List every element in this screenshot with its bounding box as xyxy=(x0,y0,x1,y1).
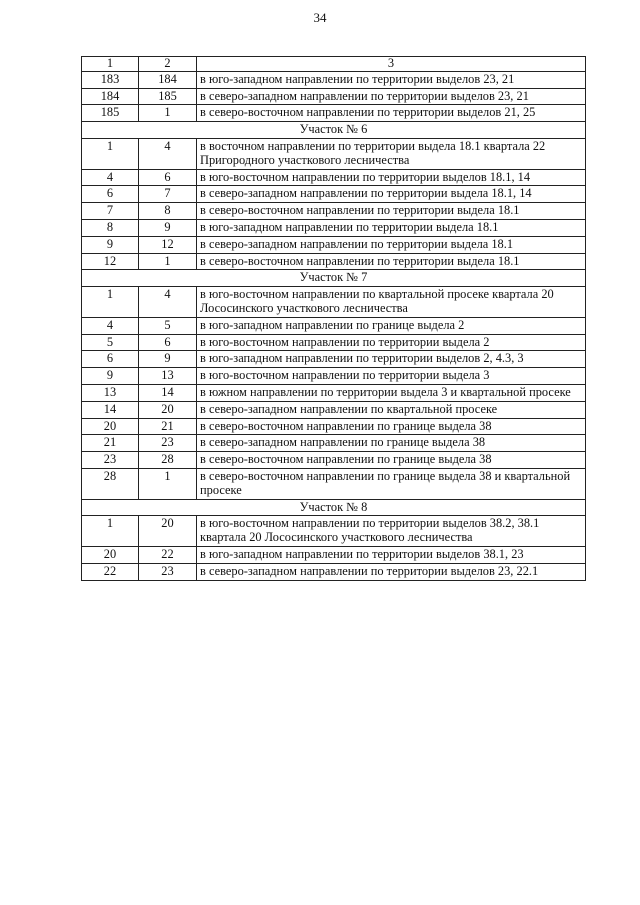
to-point-cell: 6 xyxy=(139,169,197,186)
table-row xyxy=(82,236,586,253)
direction-description-cell: в северо-западном направлении по территории выделов 23, 22.1 xyxy=(197,563,586,580)
direction-description-cell: в северо-западном направлении по квартальной просеке xyxy=(197,401,586,418)
to-point-cell: 14 xyxy=(139,384,197,401)
from-point-cell: 184 xyxy=(82,88,139,105)
section-row xyxy=(82,270,586,287)
table-row xyxy=(82,71,586,88)
direction-description-cell: в северо-восточном направлении по территории выдела 18.1 xyxy=(197,203,586,220)
direction-description-cell: в юго-западном направлении по территории выделов 38.1, 23 xyxy=(197,546,586,563)
to-point-cell: 20 xyxy=(139,401,197,418)
table-row xyxy=(82,563,586,580)
to-point-cell: 28 xyxy=(139,452,197,469)
table-row xyxy=(82,351,586,368)
to-point-cell: 8 xyxy=(139,203,197,220)
section-row xyxy=(82,122,586,139)
from-point-cell: 8 xyxy=(82,219,139,236)
to-point-cell: 4 xyxy=(139,287,197,318)
to-point-cell: 184 xyxy=(139,71,197,88)
to-point-cell: 20 xyxy=(139,516,197,547)
section-row xyxy=(82,499,586,516)
table-row xyxy=(82,88,586,105)
section-title: Участок № 7 xyxy=(82,270,586,287)
table-row xyxy=(82,384,586,401)
to-point-cell: 13 xyxy=(139,368,197,385)
to-point-cell: 6 xyxy=(139,334,197,351)
table-row xyxy=(82,516,586,547)
direction-description-cell: в юго-западном направлении по территории выдела 18.1 xyxy=(197,219,586,236)
to-point-cell: 9 xyxy=(139,219,197,236)
from-point-cell: 20 xyxy=(82,418,139,435)
table-row xyxy=(82,287,586,318)
from-point-cell: 1 xyxy=(82,287,139,318)
from-point-cell: 21 xyxy=(82,435,139,452)
from-point-cell: 5 xyxy=(82,334,139,351)
direction-description-cell: в южном направлении по территории выдела 3 и квартальной просеке xyxy=(197,384,586,401)
direction-description-cell: в северо-восточном направлении по территории выдела 18.1 xyxy=(197,253,586,270)
from-point-cell: 13 xyxy=(82,384,139,401)
from-point-cell: 23 xyxy=(82,452,139,469)
table-row xyxy=(82,452,586,469)
table-row xyxy=(82,468,586,499)
direction-description-cell: в северо-восточном направлении по границе выдела 38 xyxy=(197,418,586,435)
table-row xyxy=(82,105,586,122)
direction-description-cell: в северо-восточном направлении по территории выделов 21, 25 xyxy=(197,105,586,122)
table-row xyxy=(82,138,586,169)
table-row xyxy=(82,418,586,435)
direction-description-cell: в северо-западном направлении по территории выдела 18.1 xyxy=(197,236,586,253)
direction-description-cell: в северо-западном направлении по границе выдела 38 xyxy=(197,435,586,452)
direction-description-cell: в северо-западном направлении по территории выделов 23, 21 xyxy=(197,88,586,105)
from-point-cell: 4 xyxy=(82,317,139,334)
from-point-cell: 12 xyxy=(82,253,139,270)
column-header-2: 2 xyxy=(139,57,197,72)
from-point-cell: 22 xyxy=(82,563,139,580)
to-point-cell: 9 xyxy=(139,351,197,368)
from-point-cell: 28 xyxy=(82,468,139,499)
from-point-cell: 6 xyxy=(82,351,139,368)
to-point-cell: 4 xyxy=(139,138,197,169)
from-point-cell: 183 xyxy=(82,71,139,88)
to-point-cell: 12 xyxy=(139,236,197,253)
from-point-cell: 4 xyxy=(82,169,139,186)
direction-description-cell: в юго-восточном направлении по территории выдела 2 xyxy=(197,334,586,351)
column-header-1: 1 xyxy=(82,57,139,72)
table-row xyxy=(82,169,586,186)
to-point-cell: 1 xyxy=(139,468,197,499)
from-point-cell: 14 xyxy=(82,401,139,418)
table-row xyxy=(82,186,586,203)
table-row xyxy=(82,334,586,351)
from-point-cell: 9 xyxy=(82,368,139,385)
column-header-3: 3 xyxy=(197,57,586,72)
to-point-cell: 21 xyxy=(139,418,197,435)
table-row xyxy=(82,546,586,563)
table-row xyxy=(82,203,586,220)
table-row xyxy=(82,317,586,334)
section-title: Участок № 8 xyxy=(82,499,586,516)
to-point-cell: 7 xyxy=(139,186,197,203)
from-point-cell: 6 xyxy=(82,186,139,203)
direction-description-cell: в юго-восточном направлении по территории выдела 3 xyxy=(197,368,586,385)
from-point-cell: 20 xyxy=(82,546,139,563)
from-point-cell: 1 xyxy=(82,138,139,169)
to-point-cell: 22 xyxy=(139,546,197,563)
direction-description-cell: в юго-восточном направлении по территории выделов 38.2, 38.1 квартала 20 Лососинского участкового лесничества xyxy=(197,516,586,547)
direction-description-cell: в северо-восточном направлении по границе выдела 38 и квартальной просеке xyxy=(197,468,586,499)
direction-description-cell: в восточном направлении по территории выдела 18.1 квартала 22 Пригородного участкового лесничества xyxy=(197,138,586,169)
direction-description-cell: в юго-западном направлении по границе выдела 2 xyxy=(197,317,586,334)
direction-description-cell: в северо-западном направлении по территории выдела 18.1, 14 xyxy=(197,186,586,203)
table-row xyxy=(82,219,586,236)
to-point-cell: 1 xyxy=(139,253,197,270)
from-point-cell: 185 xyxy=(82,105,139,122)
boundary-table xyxy=(81,56,586,581)
from-point-cell: 1 xyxy=(82,516,139,547)
section-title: Участок № 6 xyxy=(82,122,586,139)
direction-description-cell: в северо-восточном направлении по границе выдела 38 xyxy=(197,452,586,469)
table-row xyxy=(82,253,586,270)
from-point-cell: 7 xyxy=(82,203,139,220)
table-row xyxy=(82,435,586,452)
table-header-row xyxy=(82,57,586,72)
direction-description-cell: в юго-западном направлении по территории выделов 23, 21 xyxy=(197,71,586,88)
to-point-cell: 1 xyxy=(139,105,197,122)
page-number: 34 xyxy=(313,10,327,25)
direction-description-cell: в юго-восточном направлении по квартальной просеке квартала 20 Лососинского участкового лесничества xyxy=(197,287,586,318)
to-point-cell: 23 xyxy=(139,563,197,580)
table-row xyxy=(82,368,586,385)
from-point-cell: 9 xyxy=(82,236,139,253)
direction-description-cell: в юго-восточном направлении по территории выделов 18.1, 14 xyxy=(197,169,586,186)
to-point-cell: 23 xyxy=(139,435,197,452)
direction-description-cell: в юго-западном направлении по территории выделов 2, 4.3, 3 xyxy=(197,351,586,368)
boundary-table-body xyxy=(82,57,586,581)
to-point-cell: 5 xyxy=(139,317,197,334)
table-row xyxy=(82,401,586,418)
to-point-cell: 185 xyxy=(139,88,197,105)
